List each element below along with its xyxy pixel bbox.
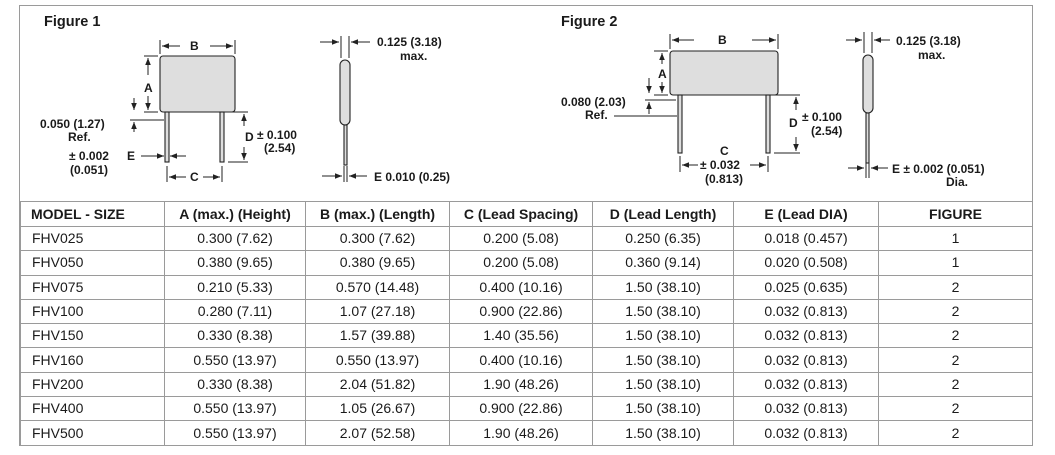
lead-dia-label: E 0.010 (0.25) — [374, 170, 451, 184]
cell-c: 0.200 (5.08) — [450, 227, 593, 251]
table-row — [21, 397, 1033, 421]
dim-b-label: B — [718, 33, 727, 47]
table-row — [21, 421, 1033, 445]
col-header-d: D (Lead Length) — [593, 202, 734, 227]
capacitor-body — [160, 56, 235, 112]
cell-b: 0.380 (9.65) — [306, 251, 450, 275]
cell-d: 0.250 (6.35) — [593, 227, 734, 251]
table-row — [21, 372, 1033, 396]
cell-a: 0.300 (7.62) — [165, 227, 306, 251]
cell-e: 0.020 (0.508) — [734, 251, 879, 275]
e-letter: E — [127, 149, 136, 163]
thickness-value: 0.125 (3.18) — [377, 35, 442, 49]
cell-figure: 2 — [879, 397, 1033, 421]
lead-right — [766, 95, 770, 153]
side-body — [863, 55, 873, 113]
cell-figure: 2 — [879, 299, 1033, 323]
side-lead — [866, 113, 869, 163]
lead-left — [165, 112, 169, 162]
c-metric: (0.813) — [705, 172, 744, 186]
table-row — [21, 324, 1033, 348]
dim-a-label: A — [144, 81, 153, 95]
cell-a: 0.330 (8.38) — [165, 324, 306, 348]
cell-e: 0.018 (0.457) — [734, 227, 879, 251]
cell-d: 1.50 (38.10) — [593, 372, 734, 396]
col-header-b: B (max.) (Length) — [306, 202, 450, 227]
cell-a: 0.550 (13.97) — [165, 397, 306, 421]
cell-model: FHV025 — [21, 227, 165, 251]
cell-e: 0.032 (0.813) — [734, 299, 879, 323]
cell-c: 0.200 (5.08) — [450, 251, 593, 275]
figure-2-title: Figure 2 — [561, 14, 618, 30]
cell-c: 0.400 (10.16) — [450, 348, 593, 372]
cell-a: 0.210 (5.33) — [165, 275, 306, 299]
ref-word: Ref. — [585, 108, 608, 122]
col-header-a: A (max.) (Height) — [165, 202, 306, 227]
cell-c: 0.400 (10.16) — [450, 275, 593, 299]
ref-value: 0.080 (2.03) — [561, 95, 626, 109]
cell-a: 0.550 (13.97) — [165, 421, 306, 445]
cell-b: 2.04 (51.82) — [306, 372, 450, 396]
dimension-drawings — [0, 0, 1055, 200]
cell-d: 1.50 (38.10) — [593, 324, 734, 348]
cell-b: 1.57 (39.88) — [306, 324, 450, 348]
cell-figure: 2 — [879, 275, 1033, 299]
cell-e: 0.032 (0.813) — [734, 421, 879, 445]
dim-b-label: B — [190, 39, 199, 53]
col-header-model: MODEL - SIZE — [21, 202, 165, 227]
cell-d: 1.50 (38.10) — [593, 421, 734, 445]
col-header-c: C (Lead Spacing) — [450, 202, 593, 227]
cell-c: 1.90 (48.26) — [450, 421, 593, 445]
cell-model: FHV075 — [21, 275, 165, 299]
cell-model: FHV160 — [21, 348, 165, 372]
d-tolerance: ± 0.100 — [802, 110, 842, 124]
lead-right — [220, 112, 224, 162]
cell-figure: 2 — [879, 421, 1033, 445]
d-tolerance: ± 0.100 — [257, 128, 297, 142]
d-metric: (2.54) — [264, 141, 296, 155]
figure-1-title: Figure 1 — [44, 14, 101, 30]
cell-c: 1.40 (35.56) — [450, 324, 593, 348]
e-tolerance: ± 0.002 — [69, 149, 109, 163]
dim-d-label: D — [789, 116, 798, 130]
side-lead — [344, 125, 347, 165]
dim-c-label: C — [720, 144, 729, 158]
cell-figure: 1 — [879, 251, 1033, 275]
cell-b: 0.300 (7.62) — [306, 227, 450, 251]
cell-a: 0.280 (7.11) — [165, 299, 306, 323]
cell-figure: 2 — [879, 348, 1033, 372]
cell-d: 1.50 (38.10) — [593, 348, 734, 372]
table-row — [21, 275, 1033, 299]
dim-a-label: A — [658, 67, 667, 81]
figure-2 — [561, 14, 985, 189]
cell-b: 2.07 (52.58) — [306, 421, 450, 445]
cell-c: 1.90 (48.26) — [450, 372, 593, 396]
cell-e: 0.032 (0.813) — [734, 348, 879, 372]
thickness-max: max. — [400, 49, 428, 63]
col-header-e: E (Lead DIA) — [734, 202, 879, 227]
cell-model: FHV150 — [21, 324, 165, 348]
cell-e: 0.025 (0.635) — [734, 275, 879, 299]
cell-figure: 2 — [879, 372, 1033, 396]
e-metric: (0.051) — [70, 163, 109, 177]
cell-c: 0.900 (22.86) — [450, 299, 593, 323]
d-metric: (2.54) — [811, 124, 843, 138]
ref-word: Ref. — [68, 130, 91, 144]
cell-e: 0.032 (0.813) — [734, 372, 879, 396]
ref-value: 0.050 (1.27) — [40, 117, 105, 131]
thickness-value: 0.125 (3.18) — [896, 34, 961, 48]
col-header-figure: FIGURE — [879, 202, 1033, 227]
table-row — [21, 348, 1033, 372]
cell-model: FHV200 — [21, 372, 165, 396]
c-tolerance: ± 0.032 — [700, 158, 740, 172]
lead-left — [678, 95, 682, 153]
cell-b: 1.07 (27.18) — [306, 299, 450, 323]
cell-b: 0.550 (13.97) — [306, 348, 450, 372]
cell-a: 0.330 (8.38) — [165, 372, 306, 396]
side-body — [340, 60, 350, 125]
table-row — [21, 227, 1033, 251]
e-dia: Dia. — [946, 175, 969, 189]
cell-d: 1.50 (38.10) — [593, 275, 734, 299]
cell-c: 0.900 (22.86) — [450, 397, 593, 421]
cell-a: 0.550 (13.97) — [165, 348, 306, 372]
table-row — [21, 299, 1033, 323]
figure-1 — [40, 14, 450, 184]
capacitor-body — [670, 51, 778, 95]
cell-d: 1.50 (38.10) — [593, 299, 734, 323]
cell-d: 0.360 (9.14) — [593, 251, 734, 275]
table-row — [21, 251, 1033, 275]
dimensions-table — [20, 201, 1033, 446]
cell-e: 0.032 (0.813) — [734, 324, 879, 348]
cell-b: 0.570 (14.48) — [306, 275, 450, 299]
table-header-row — [21, 202, 1033, 227]
e-label: E ± 0.002 (0.051) — [892, 162, 985, 176]
dim-c-label: C — [190, 170, 199, 184]
cell-figure: 2 — [879, 324, 1033, 348]
cell-figure: 1 — [879, 227, 1033, 251]
thickness-max: max. — [918, 48, 946, 62]
dim-d-label: D — [245, 130, 254, 144]
cell-a: 0.380 (9.65) — [165, 251, 306, 275]
cell-e: 0.032 (0.813) — [734, 397, 879, 421]
cell-model: FHV400 — [21, 397, 165, 421]
cell-b: 1.05 (26.67) — [306, 397, 450, 421]
cell-d: 1.50 (38.10) — [593, 397, 734, 421]
cell-model: FHV500 — [21, 421, 165, 445]
cell-model: FHV050 — [21, 251, 165, 275]
cell-model: FHV100 — [21, 299, 165, 323]
